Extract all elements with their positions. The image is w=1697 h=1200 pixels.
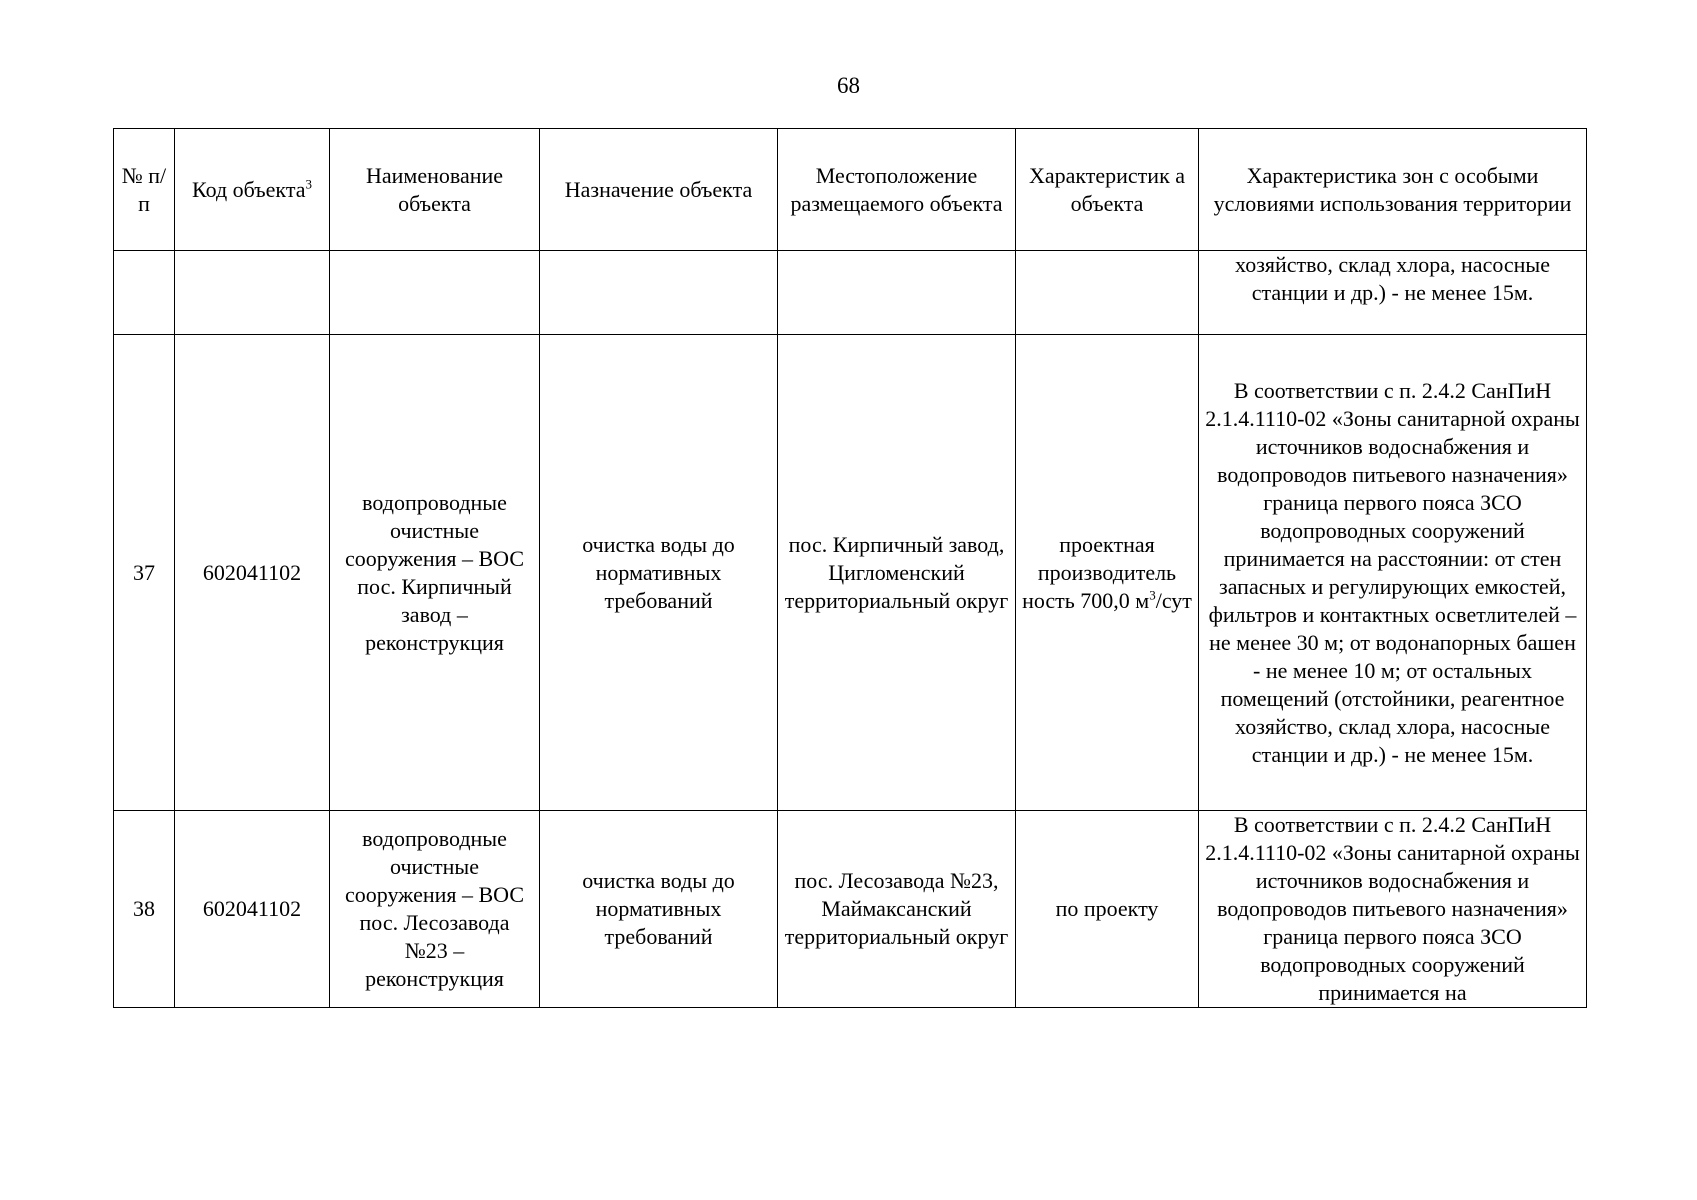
cont-purpose-cell: [540, 251, 778, 335]
row-characteristic-text: проектная производитель ность 700,0 м: [1022, 531, 1177, 613]
row-characteristic-sup: 3: [1149, 587, 1156, 603]
cont-code-cell: [175, 251, 330, 335]
row-characteristic-cell: [1016, 335, 1199, 811]
row-zones-cell: В соответствии с п. 2.4.2 СанПиН 2.1.4.1110-02 «Зоны санитарной охраны источников водоснабжения и водопроводов питьевого назначения» граница первого пояса ЗСО водопроводных сооружений принимается на: [1199, 811, 1587, 1008]
cont-zones-cell: хозяйство, склад хлора, насосные станции и др.) - не менее 15м.: [1199, 251, 1587, 335]
row-zones-cell: В соответствии с п. 2.4.2 СанПиН 2.1.4.1110-02 «Зоны санитарной охраны источников водоснабжения и водопроводов питьевого назначения» граница первого пояса ЗСО водопроводных сооружений принимается на расстоянии: от стен запасных и регулирующих емкостей, фильтров и контактных осветлителей – не менее 30 м; от водонапорных башен - не менее 10 м; от остальных помещений (отстойники, реагентное хозяйство, склад хлора, насосные станции и др.) - не менее 15м.: [1199, 335, 1587, 811]
row-purpose-cell: очистка воды до нормативных требований: [540, 335, 778, 811]
header-name: Наименование объекта: [330, 129, 540, 251]
page-number: 68: [837, 73, 860, 98]
cont-num-cell: [114, 251, 175, 335]
row-code-cell: 602041102: [175, 811, 330, 1008]
row-purpose-cell: очистка воды до нормативных требований: [540, 811, 778, 1008]
row-name-cell: водопроводные очистные сооружения – ВОС пос. Кирпичный завод – реконструкция: [330, 335, 540, 811]
header-code: [175, 129, 330, 251]
objects-table: [113, 128, 1587, 1008]
table-row-continuation: [114, 251, 1587, 335]
row-num-cell: 38: [114, 811, 175, 1008]
row-num-cell: 37: [114, 335, 175, 811]
header-characteristic: Характеристик а объекта: [1016, 129, 1199, 251]
cont-location-cell: [778, 251, 1016, 335]
header-code-text: Код объекта: [192, 176, 306, 202]
row-location-cell: пос. Кирпичный завод, Цигломенский территориальный округ: [778, 335, 1016, 811]
table-row: [114, 335, 1587, 811]
header-purpose: Назначение объекта: [540, 129, 778, 251]
row-characteristic-cell: по проекту: [1016, 811, 1199, 1008]
header-num: № п/п: [114, 129, 175, 251]
row-characteristic-unit: /сут: [1155, 587, 1192, 613]
row-location-cell: пос. Лесозавода №23, Маймаксанский территориальный округ: [778, 811, 1016, 1008]
header-code-footnote: 3: [305, 176, 312, 192]
table-row: [114, 811, 1587, 1008]
cont-characteristic-cell: [1016, 251, 1199, 335]
cont-name-cell: [330, 251, 540, 335]
table-header-row: [114, 129, 1587, 251]
header-location: Местоположение размещаемого объекта: [778, 129, 1016, 251]
row-name-cell: водопроводные очистные сооружения – ВОС пос. Лесозавода №23 – реконструкция: [330, 811, 540, 1008]
header-zones: Характеристика зон с особыми условиями использования территории: [1199, 129, 1587, 251]
row-code-cell: 602041102: [175, 335, 330, 811]
